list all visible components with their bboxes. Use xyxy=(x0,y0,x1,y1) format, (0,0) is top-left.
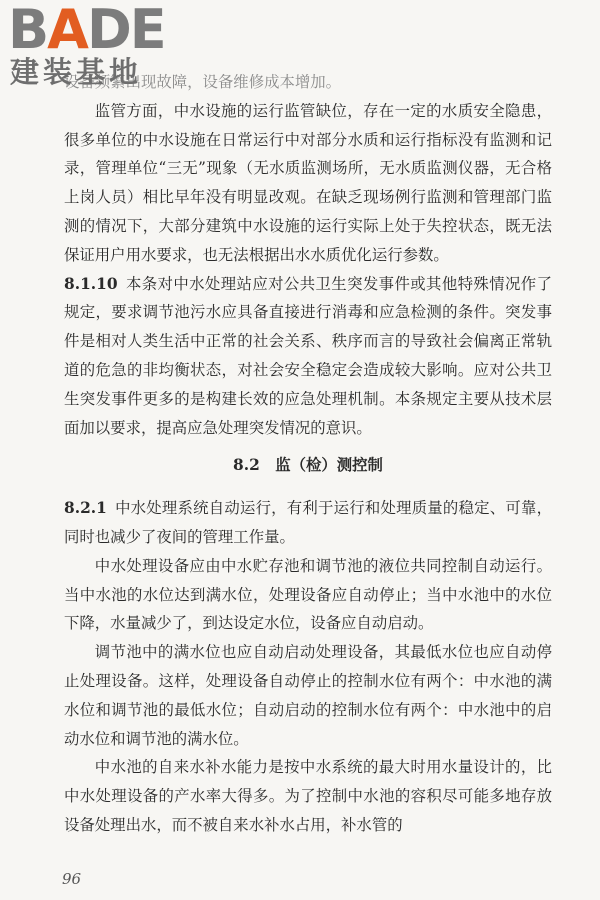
clause-text: 本条对中水处理站应对公共卫生突发事件或其他特殊情况作了规定，要求调节池污水应具备直接进行消毒和应急检测的条件。突发事件是相对人类生活中正常的社会关系、秩序而言的导致社会偏离正常轨道的危急的非均衡状态，对社会安全稳定会造成较大影响。应对公共卫生突发事件更多的是构建长效的应急处理机制。本条规定主要从技术层面加以要求，提高应急处理突发情况的意识。 xyxy=(64,274,552,437)
brand-logo xyxy=(8,2,178,92)
paragraph-supervision: 监管方面，中水设施的运行监管缺位，存在一定的水质安全隐患，很多单位的中水设施在日常运行中对部分水质和运行指标没有监测和记录，管理单位“三无”现象（无水质监测场所，无水质监测仪器，无合格上岗人员）相比早年没有明显改观。在缺乏现场例行监测和管理部门监测的情况下，大部分建筑中水设施的运行实际上处于失控状态，既无法保证用户用水要求，也无法根据出水水质优化运行参数。 xyxy=(64,101,552,264)
logo-accent-letter: A xyxy=(47,0,87,61)
section-heading: 8.2 监（检）测控制 xyxy=(233,456,383,475)
logo-wordmark: BADE xyxy=(8,0,165,61)
clause-8-2-1 xyxy=(64,494,552,552)
paragraph-regulating-tank: 调节池中的满水位也应自动启动处理设备，其最低水位也应自动停止处理设备。这样，处理设备自动停止的控制水位有两个：中水池的满水位和调节池的最低水位；自动启动的控制水位有两个：中水池中的启动水位和调节池的满水位。 xyxy=(64,643,552,748)
clause-8-1-10 xyxy=(64,270,552,443)
logo-subtitle: 建装基地 xyxy=(10,55,143,89)
clause-number: 8.1.10 xyxy=(64,274,118,293)
paragraph-continuation: 设备频繁出现故障，设备维修成本增加。 xyxy=(64,73,342,91)
paragraph-auto-control: 中水处理设备应由中水贮存池和调节池的液位共同控制自动运行。当中水池的水位达到满水位，处理设备应自动停止；当中水池中的水位下降，水量减少了，到达设定水位，设备应自动启动。 xyxy=(64,556,552,633)
document-body xyxy=(64,68,552,840)
paragraph-makeup-water: 中水池的自来水补水能力是按中水系统的最大时用水量设计的，比中水处理设备的产水率大得多。为了控制中水池的容积尽可能多地存放设备处理出水，而不被自来水补水占用，补水管的 xyxy=(64,758,552,834)
clause-number: 8.2.1 xyxy=(64,499,107,518)
clause-text: 中水处理系统自动运行，有利于运行和处理质量的稳定、可靠，同时也减少了夜间的管理工作量。 xyxy=(64,499,552,546)
page-number: 96 xyxy=(62,870,82,888)
